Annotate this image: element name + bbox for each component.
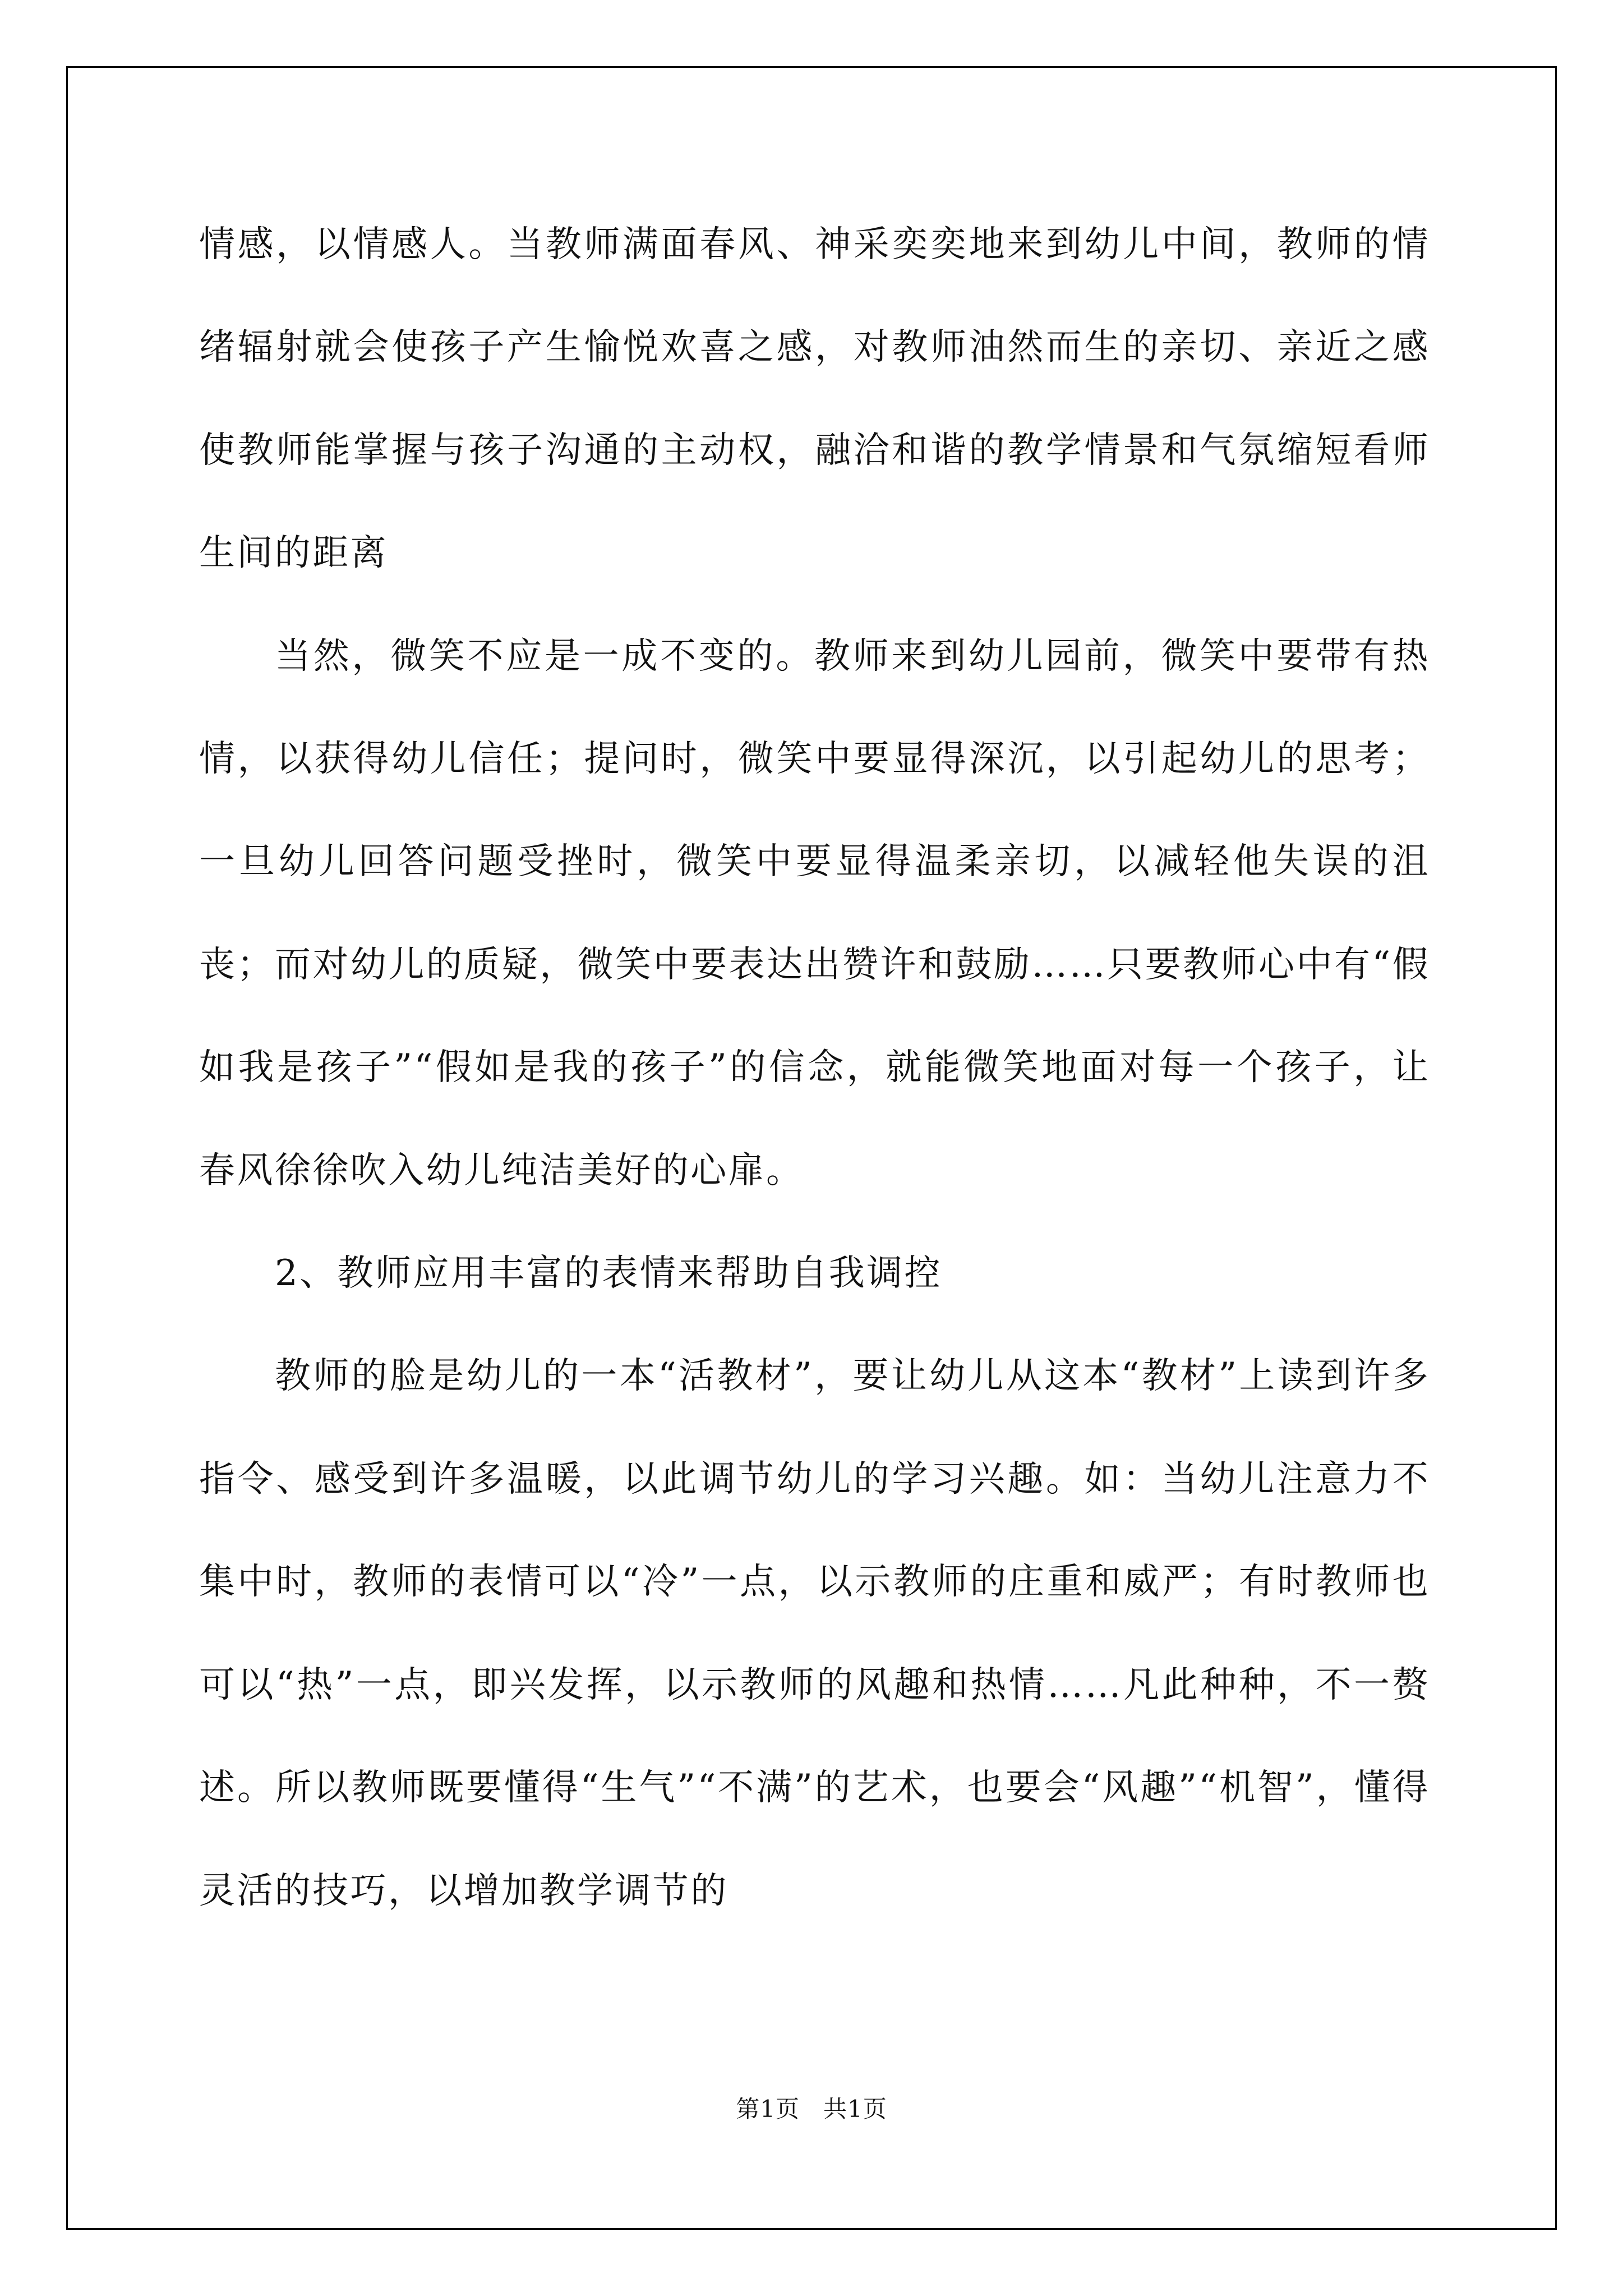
document-body (199, 194, 1430, 1943)
page-total: 共1页 (823, 2095, 887, 2123)
page-footer (0, 2091, 1623, 2124)
section-heading: 2、教师应用丰富的表情来帮助自我调控 (275, 1253, 942, 1295)
paragraph-1: 情感，以情感人。当教师满面春风、神采奕奕地来到幼儿中间，教师的情绪辐射就会使孩子产生愉悦欢喜之感，对教师油然而生的亲切、亲近之感使教师能掌握与孩子沟通的主动权，融洽和谐的教学情景和气氛缩短看师生间的距离 (199, 224, 1430, 574)
paragraph-3: 教师的脸是幼儿的一本“活教材”，要让幼儿从这本“教材”上读到许多指令、感受到许多温暖，以此调节幼儿的学习兴趣。如：当幼儿注意力不集中时，教师的表情可以“冷”一点，以示教师的庄重和威严；有时教师也可以“热”一点，即兴发挥，以示教师的风趣和热情……凡此种种，不一赘述。所以教师既要懂得“生气”“不满”的艺术，也要会“风趣”“机智”，懂得灵活的技巧，以增加教学调节的 (199, 1355, 1430, 1912)
page-number: 第1页 (736, 2095, 800, 2123)
paragraph-2: 当然，微笑不应是一成不变的。教师来到幼儿园前，微笑中要带有热情，以获得幼儿信任；提问时，微笑中要显得深沉，以引起幼儿的思考；一旦幼儿回答问题受挫时，微笑中要显得温柔亲切，以减轻他失误的沮丧；而对幼儿的质疑，微笑中要表达出赞许和鼓励……只要教师心中有“假如我是孩子”“假如是我的孩子”的信念，就能微笑地面对每一个孩子，让春风徐徐吹入幼儿纯洁美好的心扉。 (199, 635, 1430, 1191)
